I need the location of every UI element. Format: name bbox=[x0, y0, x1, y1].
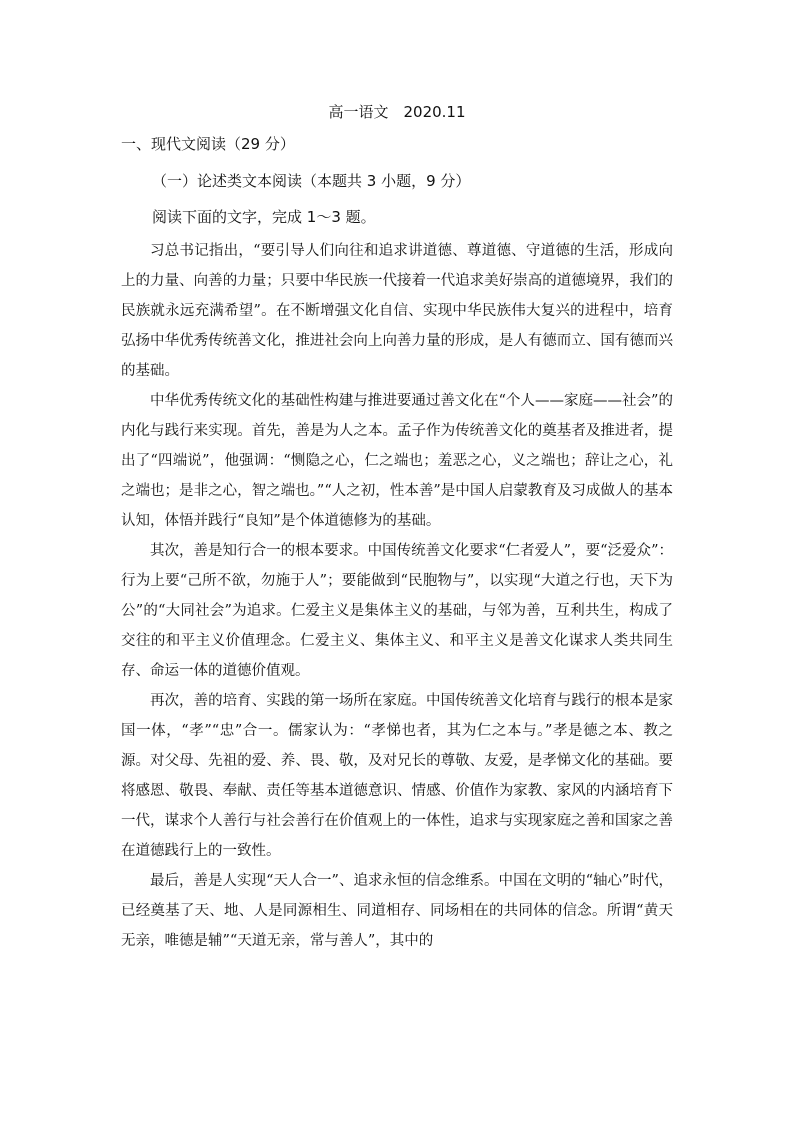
passage-paragraph-1: 习总书记指出，“要引导人们向往和追求讲道德、尊道德、守道德的生活，形成向上的力量、向善的力量；只要中华民族一代接着一代追求美好崇高的道德境界，我们的民族就永远充满希望”。在不断增强文化自信、实现中华民族伟大复兴的进程中，培育弘扬中华优秀传统善文化，推进社会向上向善力量的形成，是人有德而立、国有德而兴的基础。 bbox=[121, 243, 673, 379]
section-heading: 一、现代文阅读（29 分） bbox=[121, 135, 295, 153]
passage-body bbox=[121, 236, 673, 956]
passage-paragraph-5: 最后，善是人实现“天人合一”、追求永恒的信念维系。中国在文明的“轴心”时代，已经奠基了天、地、人是同源相生、同道相存、同场相在的共同体的信念。所谓“黄天无亲，唯德是辅”“天道无亲，常与善人”，其中的 bbox=[121, 873, 673, 949]
subsection-heading: （一）论述类文本阅读（本题共 3 小题，9 分） bbox=[152, 172, 471, 190]
passage-paragraph-4: 再次，善的培育、实践的第一场所在家庭。中国传统善文化培育与践行的根本是家国一体，“孝”“忠”合一。儒家认为：“孝悌也者，其为仁之本与。”孝是德之本、教之源。对父母、先祖的爱、养、畏、敬，及对兄长的尊敬、友爱，是孝悌文化的基础。要将感恩、敬畏、奉献、责任等基本道德意识、情感、价值作为家教、家风的内涵培育下一代，谋求个人善行与社会善行在价值观上的一体性，追求与实现家庭之善和国家之善在道德践行上的一致性。 bbox=[121, 693, 673, 859]
passage-paragraph-2: 中华优秀传统文化的基础性构建与推进要通过善文化在“个人——家庭——社会”的内化与践行来实现。首先，善是为人之本。孟子作为传统善文化的奠基者及推进者，提出了“四端说”，他强调：“恻隐之心，仁之端也；羞恶之心，义之端也；辞让之心，礼之端也；是非之心，智之端也。”“人之初，性本善”是中国人启蒙教育及习成做人的基本认知，体悟并践行“良知”是个体道德修为的基础。 bbox=[121, 393, 673, 529]
reading-instruction: 阅读下面的文字，完成 1～3 题。 bbox=[152, 208, 376, 226]
page-title: 高一语文 2020.11 bbox=[328, 103, 466, 121]
passage-paragraph-3: 其次，善是知行合一的根本要求。中国传统善文化要求“仁者爱人”，要“泛爱众”：行为上要“己所不欲，勿施于人”；要能做到“民胞物与”，以实现“大道之行也，天下为公”的“大同社会”为追求。仁爱主义是集体主义的基础，与邻为善，互利共生，构成了交往的和平主义价值理念。仁爱主义、集体主义、和平主义是善文化谋求人类共同生存、命运一体的道德价值观。 bbox=[121, 543, 673, 679]
